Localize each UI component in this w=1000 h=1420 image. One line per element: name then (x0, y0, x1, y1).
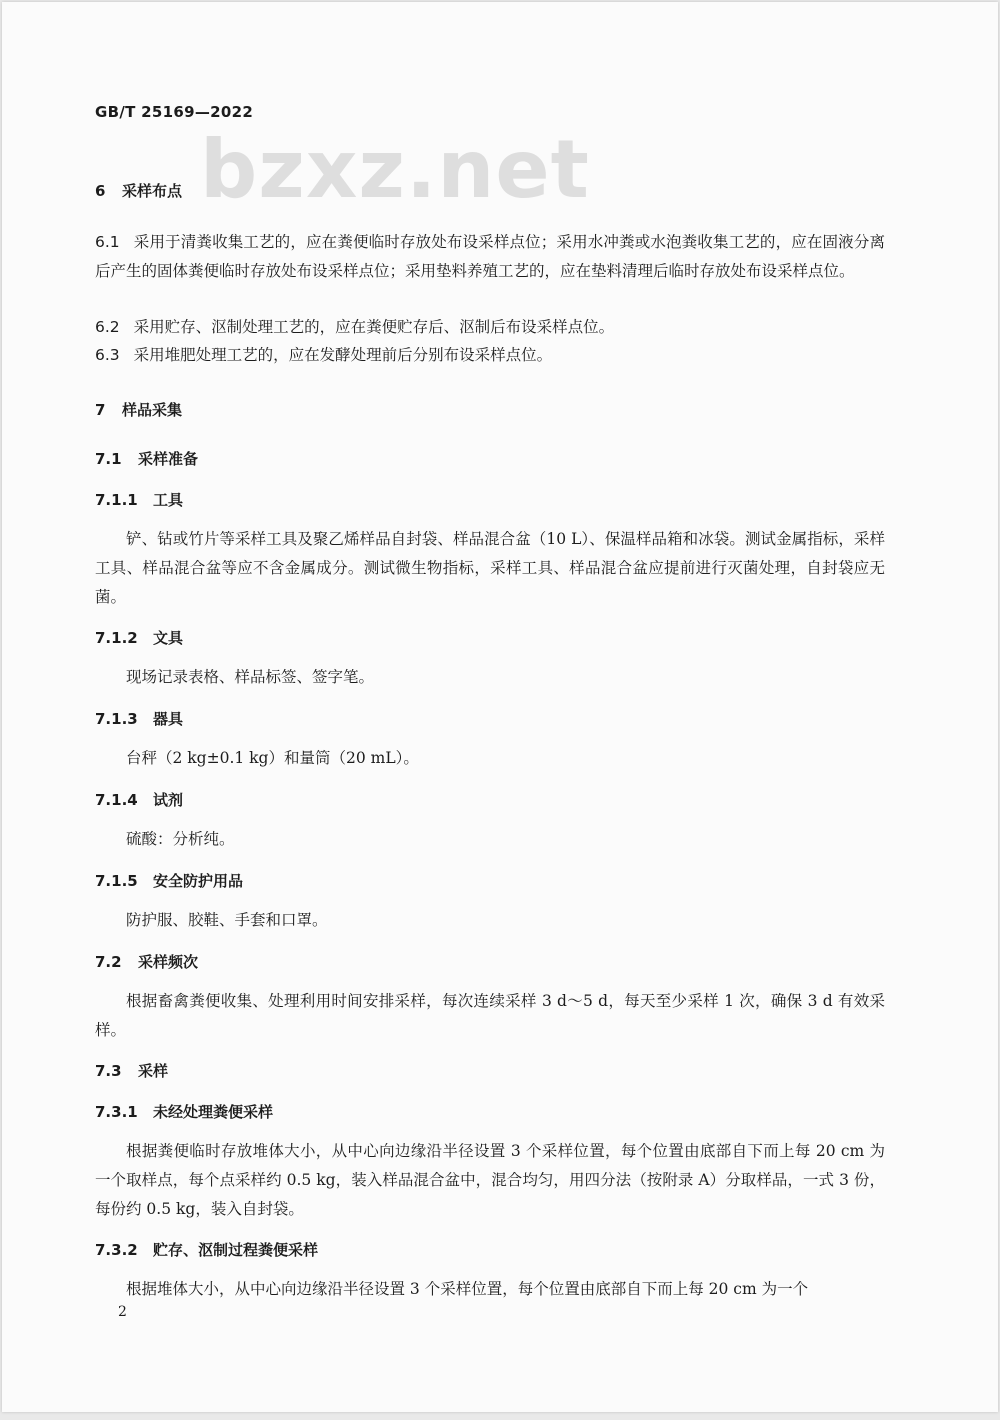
section-number: 7.1.3 (95, 710, 138, 728)
standard-code: GB/T 25169—2022 (95, 103, 254, 121)
section-number: 7.1.1 (95, 491, 138, 509)
clause-text: 采用于清粪收集工艺的，应在粪便临时存放处布设采样点位；采用水冲粪或水泡粪收集工艺的，应在固液分离后产生的固体粪便临时存放处布设采样点位；采用垫料养殖工艺的，应在垫料清理后临时存放处布设采样点位。 (95, 233, 885, 280)
section-title: 未经处理粪便采样 (153, 1103, 274, 1121)
page-number: 2 (118, 1304, 127, 1320)
heading-7-1-2 (95, 627, 183, 648)
paragraph-7-1-4: 硫酸：分析纯。 (126, 830, 235, 848)
section-number: 7.2 (95, 953, 122, 971)
paragraph-7-1-3: 台秤（2 kg±0.1 kg）和量筒（20 mL）。 (126, 749, 419, 767)
section-number: 7.1.5 (95, 872, 138, 890)
section-title: 采样 (138, 1062, 169, 1080)
section-number: 7 (95, 401, 106, 419)
section-number: 7.1 (95, 450, 122, 468)
heading-section-7 (95, 399, 182, 420)
clause-6-2 (95, 313, 885, 342)
section-title: 安全防护用品 (153, 872, 244, 890)
clause-6-1 (95, 228, 885, 286)
section-number: 7.3.1 (95, 1103, 138, 1121)
heading-7-1 (95, 448, 198, 469)
section-number: 7.3 (95, 1062, 122, 1080)
paragraph-7-1-2: 现场记录表格、样品标签、签字笔。 (126, 668, 375, 686)
paragraph-7-1-1: 铲、钻或竹片等采样工具及聚乙烯样品自封袋、样品混合盆（10 L）、保温样品箱和冰袋。测试金属指标，采样工具、样品混合盆等应不含金属成分。测试微生物指标，采样工具、样品混合盆应提前进行灭菌处理，自封袋应无菌。 (95, 530, 885, 606)
section-title: 采样准备 (138, 450, 199, 468)
section-title: 器具 (153, 710, 184, 728)
section-title: 采样频次 (138, 953, 199, 971)
heading-7-1-5 (95, 870, 243, 891)
section-title: 采样布点 (122, 182, 183, 200)
clause-text: 采用贮存、沤制处理工艺的，应在粪便贮存后、沤制后布设采样点位。 (133, 318, 615, 336)
paragraph-7-1-5: 防护服、胶鞋、手套和口罩。 (126, 911, 328, 929)
section-number: 7.1.4 (95, 791, 138, 809)
heading-7-3-2 (95, 1239, 318, 1260)
heading-7-1-1 (95, 489, 183, 510)
section-title: 文具 (153, 629, 184, 647)
section-title: 样品采集 (122, 401, 183, 419)
section-number: 7.1.2 (95, 629, 138, 647)
section-number: 7.3.2 (95, 1241, 138, 1259)
section-title: 贮存、沤制过程粪便采样 (153, 1241, 319, 1259)
clause-text: 采用堆肥处理工艺的，应在发酵处理前后分别布设采样点位。 (133, 346, 553, 364)
heading-7-3 (95, 1060, 168, 1081)
watermark: bzxz.net (200, 123, 590, 216)
heading-7-3-1 (95, 1101, 273, 1122)
paragraph-7-2: 根据畜禽粪便收集、处理利用时间安排采样，每次连续采样 3 d～5 d，每天至少采样 1 次，确保 3 d 有效采样。 (95, 992, 885, 1039)
clause-number: 6.1 (95, 233, 120, 251)
heading-7-1-4 (95, 789, 183, 810)
section-title: 试剂 (153, 791, 184, 809)
paragraph-7-3-2: 根据堆体大小，从中心向边缘沿半径设置 3 个采样位置，每个位置由底部自下而上每 20 cm 为一个 (126, 1280, 809, 1298)
heading-section-6 (95, 180, 182, 201)
heading-7-1-3 (95, 708, 183, 729)
section-title: 工具 (153, 491, 184, 509)
heading-7-2 (95, 951, 198, 972)
clause-6-3 (95, 341, 885, 370)
clause-number: 6.3 (95, 346, 120, 364)
clause-number: 6.2 (95, 318, 120, 336)
section-number: 6 (95, 182, 106, 200)
document-page (2, 2, 998, 1412)
paragraph-7-3-1: 根据粪便临时存放堆体大小，从中心向边缘沿半径设置 3 个采样位置，每个位置由底部自下而上每 20 cm 为一个取样点，每个点采样约 0.5 kg，装入样品混合盆中，混合均匀，用四分法（按附录 A）分取样品，一式 3 份，每份约 0.5 kg，装入自封袋。 (95, 1142, 885, 1218)
